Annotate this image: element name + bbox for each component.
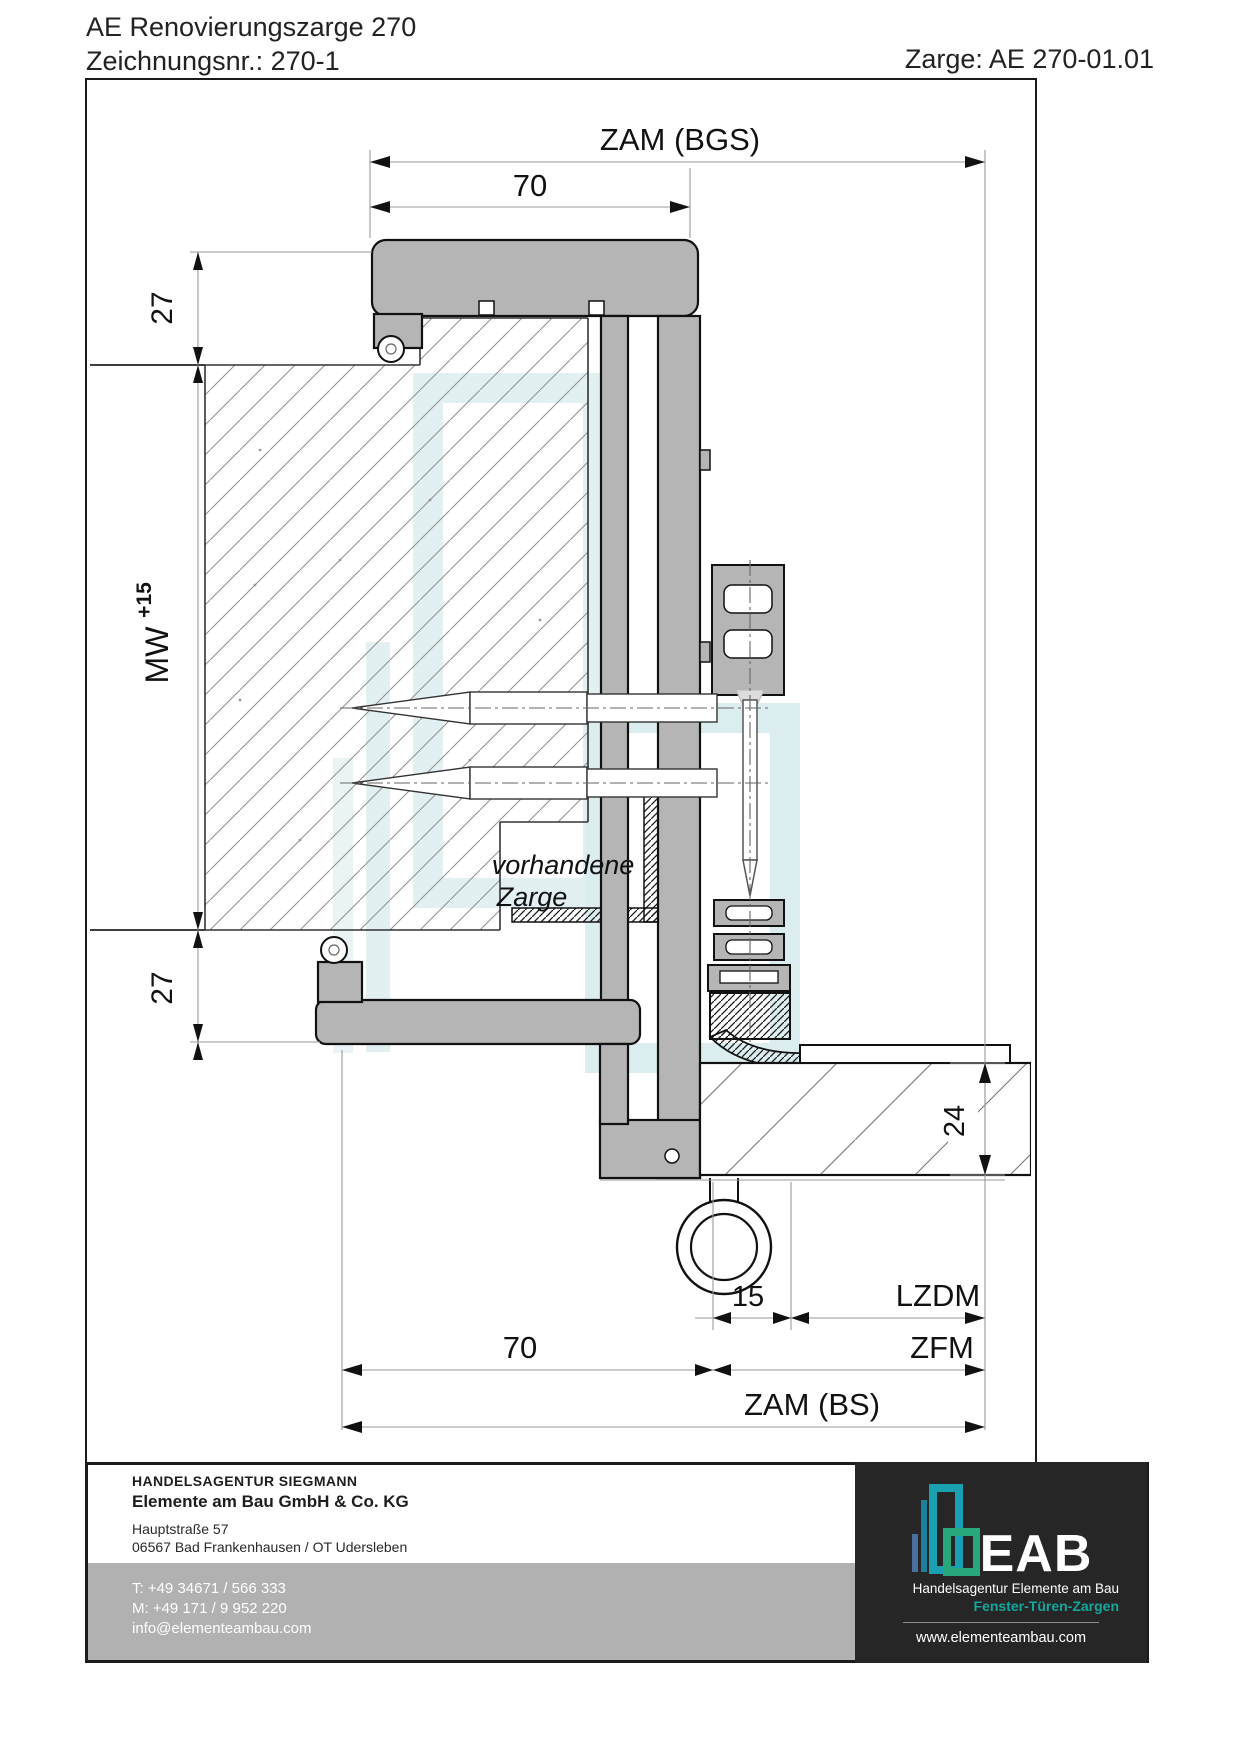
dim-offset-top: 27 (146, 291, 179, 325)
email: info@elementeambau.com (132, 1620, 312, 1637)
leaf-top-seal (800, 1045, 1010, 1063)
dim-leaf-thickness: 24 (939, 1104, 971, 1138)
drawing-number: Zeichnungsnr.: 270-1 (86, 46, 340, 76)
company-name: HANDELSAGENTUR SIEGMANN (132, 1473, 358, 1489)
phone: T: +49 34671 / 566 333 (132, 1580, 286, 1597)
dim-zfm: ZFM (910, 1330, 974, 1365)
dim-width-bottom: 70 (502, 1330, 538, 1365)
mobile: M: +49 171 / 9 952 220 (132, 1600, 287, 1617)
existing-frame-label-2: Zarge (496, 882, 568, 912)
address-city: 06567 Bad Frankenhausen / OT Udersleben (132, 1539, 408, 1555)
dim-mw-tolerance: +15 (133, 582, 156, 618)
section-drawing (87, 80, 1031, 1460)
logo-row (910, 1484, 1093, 1583)
logo-abbr: EAB (979, 1524, 1093, 1583)
company-legal-name: Elemente am Bau GmbH & Co. KG (132, 1492, 409, 1511)
existing-frame-label-1: vorhandene (491, 850, 635, 880)
dim-zam-bgs: ZAM (BGS) (599, 122, 761, 157)
logo-divider (903, 1622, 1099, 1623)
title-block (85, 1462, 1149, 1663)
logo-name: Handelsagentur Elemente am Bau (912, 1581, 1119, 1596)
page-title: AE Renovierungszarge 270 (86, 12, 417, 42)
logo-box (855, 1462, 1147, 1663)
frame-reference: Zarge: AE 270-01.01 (904, 44, 1154, 74)
dim-hinge-offset: 15 (731, 1281, 765, 1313)
address-street: Hauptstraße 57 (132, 1521, 229, 1537)
wall-hatch (205, 318, 588, 930)
dim-mw: MW (139, 626, 175, 684)
dim-zam-bs: ZAM (BS) (743, 1387, 881, 1422)
dim-offset-bottom: 27 (146, 971, 179, 1005)
drawing-frame (85, 78, 1037, 1466)
dim-width-top: 70 (512, 168, 548, 203)
dim-lzdm: LZDM (895, 1278, 981, 1313)
eab-logo-icon (910, 1484, 980, 1576)
logo-website: www.elementeambau.com (915, 1630, 1087, 1646)
hinge (677, 1178, 771, 1294)
logo-tagline: Fenster-Türen-Zargen (973, 1598, 1119, 1614)
